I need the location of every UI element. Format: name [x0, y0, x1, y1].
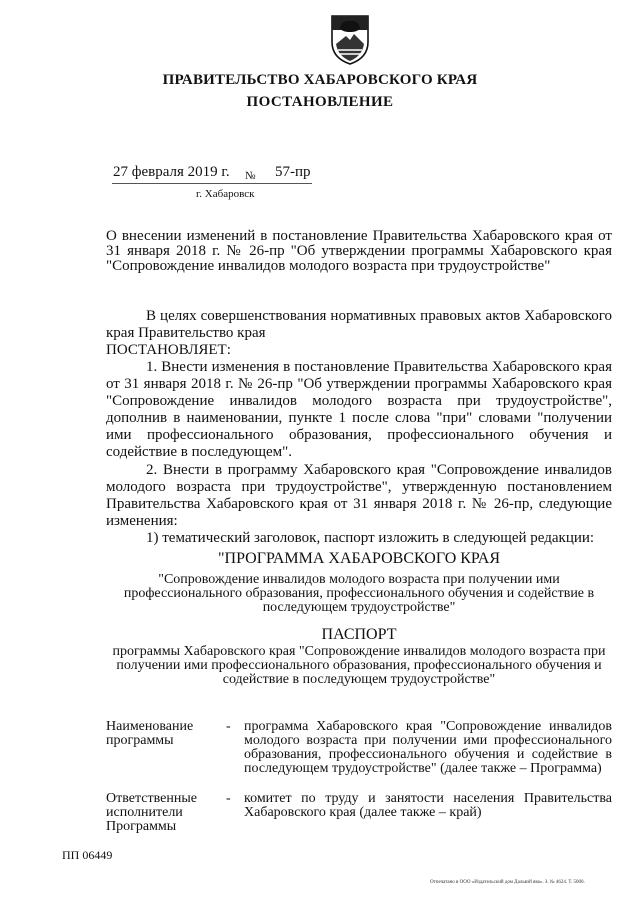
passport-row-dash: - [226, 791, 231, 806]
preamble-paragraph: В целях совершенствования нормативных правовых актов Хабаровского края Правительство края [106, 308, 612, 341]
document-date: 27 февраля 2019 г. [113, 164, 230, 180]
coat-of-arms-icon [328, 10, 372, 66]
item-2-1-paragraph: 1) тематический заголовок, паспорт изложить в следующей редакции: [146, 530, 595, 546]
passport-row-dash: - [226, 719, 231, 734]
document-kind: ПОСТАНОВЛЕНИЕ [246, 94, 394, 110]
item-1-paragraph: 1. Внести изменения в постановление Правительства Хабаровского края от 31 января 2018 г. № 26-пр "Об утверждении программы Хабаровского края "Сопровождение инвалидов молодого возраста при трудоустройстве", дополнив в наименовании, пункте 1 после слова "при" словами "получении ими профессионального образования, профессионального обучения и содействие в последующем". [106, 359, 612, 460]
passport-row-text: комитет по труду и занятости населения Правительства Хабаровского края (далее также – край) [244, 791, 612, 820]
document-subject: О внесении изменений в постановление Правительства Хабаровского края от 31 января 2018 г. № 26-пр "Об утверждении программы Хабаровского края "Сопровождение инвалидов молодого возраста при трудоустройстве" [106, 228, 612, 274]
document-city: г. Хабаровск [196, 188, 255, 200]
program-subtitle: "Сопровождение инвалидов молодого возраста при получении ими профессионального образования, профессионального обучения и содействие в последующем трудоустройстве" [123, 572, 595, 615]
item-2-paragraph: 2. Внести в программу Хабаровского края "Сопровождение инвалидов молодого возраста при трудоустройстве", утвержденную постановлением Правительства Хабаровского края от 31 января 2018 г. № 26-пр, следующие изменения: [106, 462, 612, 529]
program-title: "ПРОГРАММА ХАБАРОВСКОГО КРАЯ [217, 550, 500, 567]
org-title: ПРАВИТЕЛЬСТВО ХАБАРОВСКОГО КРАЯ [162, 72, 478, 88]
resolve-word: ПОСТАНОВЛЯЕТ: [106, 342, 231, 358]
passport-title: ПАСПОРТ [321, 626, 397, 643]
passport-subtitle: программы Хабаровского края "Сопровождение инвалидов молодого возраста при получении ими профессионального образования, профессионального обучения и содействие в последующем трудоустройстве" [112, 644, 606, 687]
passport-row-label: Ответственные исполнители Программы [106, 791, 197, 834]
printing-note: Отпечатано в ООО «Издательский дом Дальвэй ява». З. № 4624. Т. 5000. [430, 880, 585, 885]
passport-row-text: программа Хабаровского края "Сопровождение инвалидов молодого возраста при получении ими профессионального образования, профессионального обучения и содействие в последующем трудоустройстве" (далее также – Программа) [244, 719, 612, 776]
date-underline [112, 183, 312, 184]
passport-row-label: Наименование программы [106, 719, 194, 748]
document-number: 57-пр [275, 164, 311, 180]
number-sign: № [245, 170, 256, 182]
document-code: ПП 06449 [62, 848, 113, 862]
